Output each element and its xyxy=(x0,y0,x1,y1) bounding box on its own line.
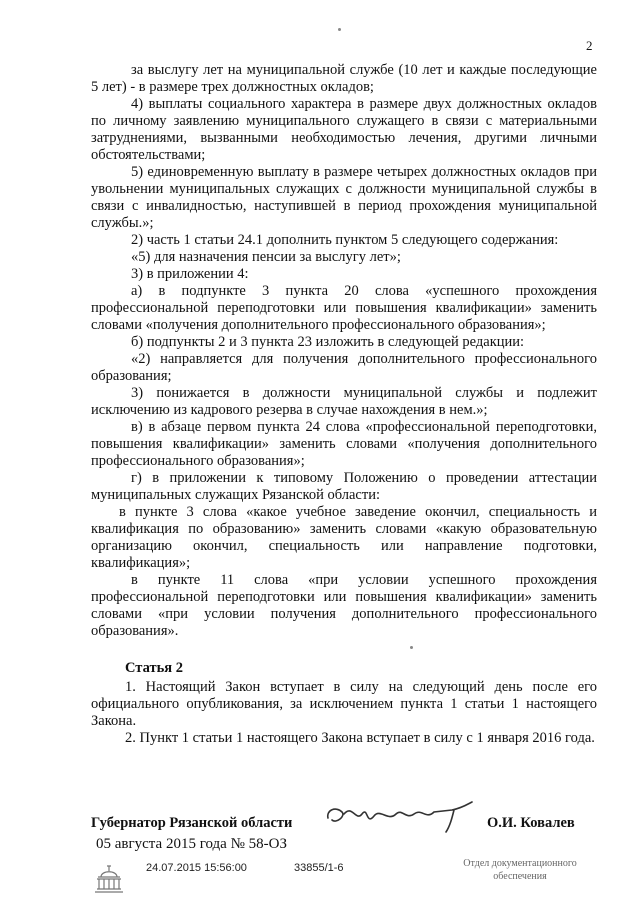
law-date-number: 05 августа 2015 года № 58-ОЗ xyxy=(96,836,287,852)
paragraph: 2) часть 1 статьи 24.1 дополнить пунктом 5 следующего содержания: xyxy=(131,232,559,248)
paragraph: 4) выплаты социального характера в размере двух должностных окладов по личному заявлению муниципального служащего в связи с материальными затруднениями, вызванными необходимостью лечения, другими личными обстоятельствами; xyxy=(91,96,597,163)
paragraph: а) в подпункте 3 пункта 20 слова «успешного прохождения профессиональной переподготовки или повышения квалификации» заменить словами «получения дополнительного профессионального образования»; xyxy=(91,283,597,333)
department-stamp xyxy=(440,857,600,883)
document-body xyxy=(91,62,597,747)
paragraph: «2) направляется для получения дополнительного профессионального образования; xyxy=(91,351,597,384)
scan-speck xyxy=(338,28,341,31)
paragraph: в) в абзаце первом пункта 24 слова «профессиональной переподготовки, повышения квалификации» заменить словами «получения дополнительного профессионального образования»; xyxy=(91,419,597,469)
paragraph: г) в приложении к типовому Положению о проведении аттестации муниципальных служащих Рязанской области: xyxy=(91,470,597,503)
stamp-line: обеспечения xyxy=(493,871,547,882)
article-item: 1. Настоящий Закон вступает в силу на следующий день после его официального опубликования, за исключением пункта 1 статьи 1 настоящего Закона. xyxy=(91,679,597,729)
paragraph: в пункте 11 слова «при условии успешного прохождения профессиональной переподготовки или повышения квалификации» заменить словами «при условии получения дополнительного профессионального образования». xyxy=(91,572,597,639)
article-item: 2. Пункт 1 статьи 1 настоящего Закона вступает в силу с 1 января 2016 года. xyxy=(125,730,595,746)
page-number: 2 xyxy=(586,38,593,53)
registration-number: 33855/1-6 xyxy=(294,862,344,874)
paragraph: 3) в приложении 4: xyxy=(131,266,249,282)
duma-emblem-icon xyxy=(92,862,126,896)
registration-timestamp: 24.07.2015 15:56:00 xyxy=(146,862,247,874)
signatory-name: О.И. Ковалев xyxy=(487,815,575,831)
signatory-title: Губернатор Рязанской области xyxy=(91,815,293,831)
paragraph: 3) понижается в должности муниципальной службы и подлежит исключению из кадрового резерва в случае нахождения в нем.»; xyxy=(91,385,597,418)
handwritten-signature xyxy=(322,796,482,836)
paragraph: в пункте 3 слова «какое учебное заведение окончил, специальность и квалификация по образованию» заменить словами «какую образовательную организацию окончил, специальность или направление подготовки, квалификация»; xyxy=(91,504,597,571)
article-title: Статья 2 xyxy=(125,660,183,676)
stamp-line: Отдел документационного xyxy=(463,858,577,869)
paragraph: б) подпункты 2 и 3 пункта 23 изложить в следующей редакции: xyxy=(131,334,525,350)
scan-speck xyxy=(410,646,413,649)
paragraph: «5) для назначения пенсии за выслугу лет»; xyxy=(131,249,401,265)
paragraph: за выслугу лет на муниципальной службе (10 лет и каждые последующие 5 лет) - в размере трех должностных окладов; xyxy=(91,62,597,95)
paragraph: 5) единовременную выплату в размере четырех должностных окладов при увольнении муниципальных служащих с должности муниципальной службы в связи с инвалидностью, наступившей в период прохождения муниципальной службы.»; xyxy=(91,164,597,231)
